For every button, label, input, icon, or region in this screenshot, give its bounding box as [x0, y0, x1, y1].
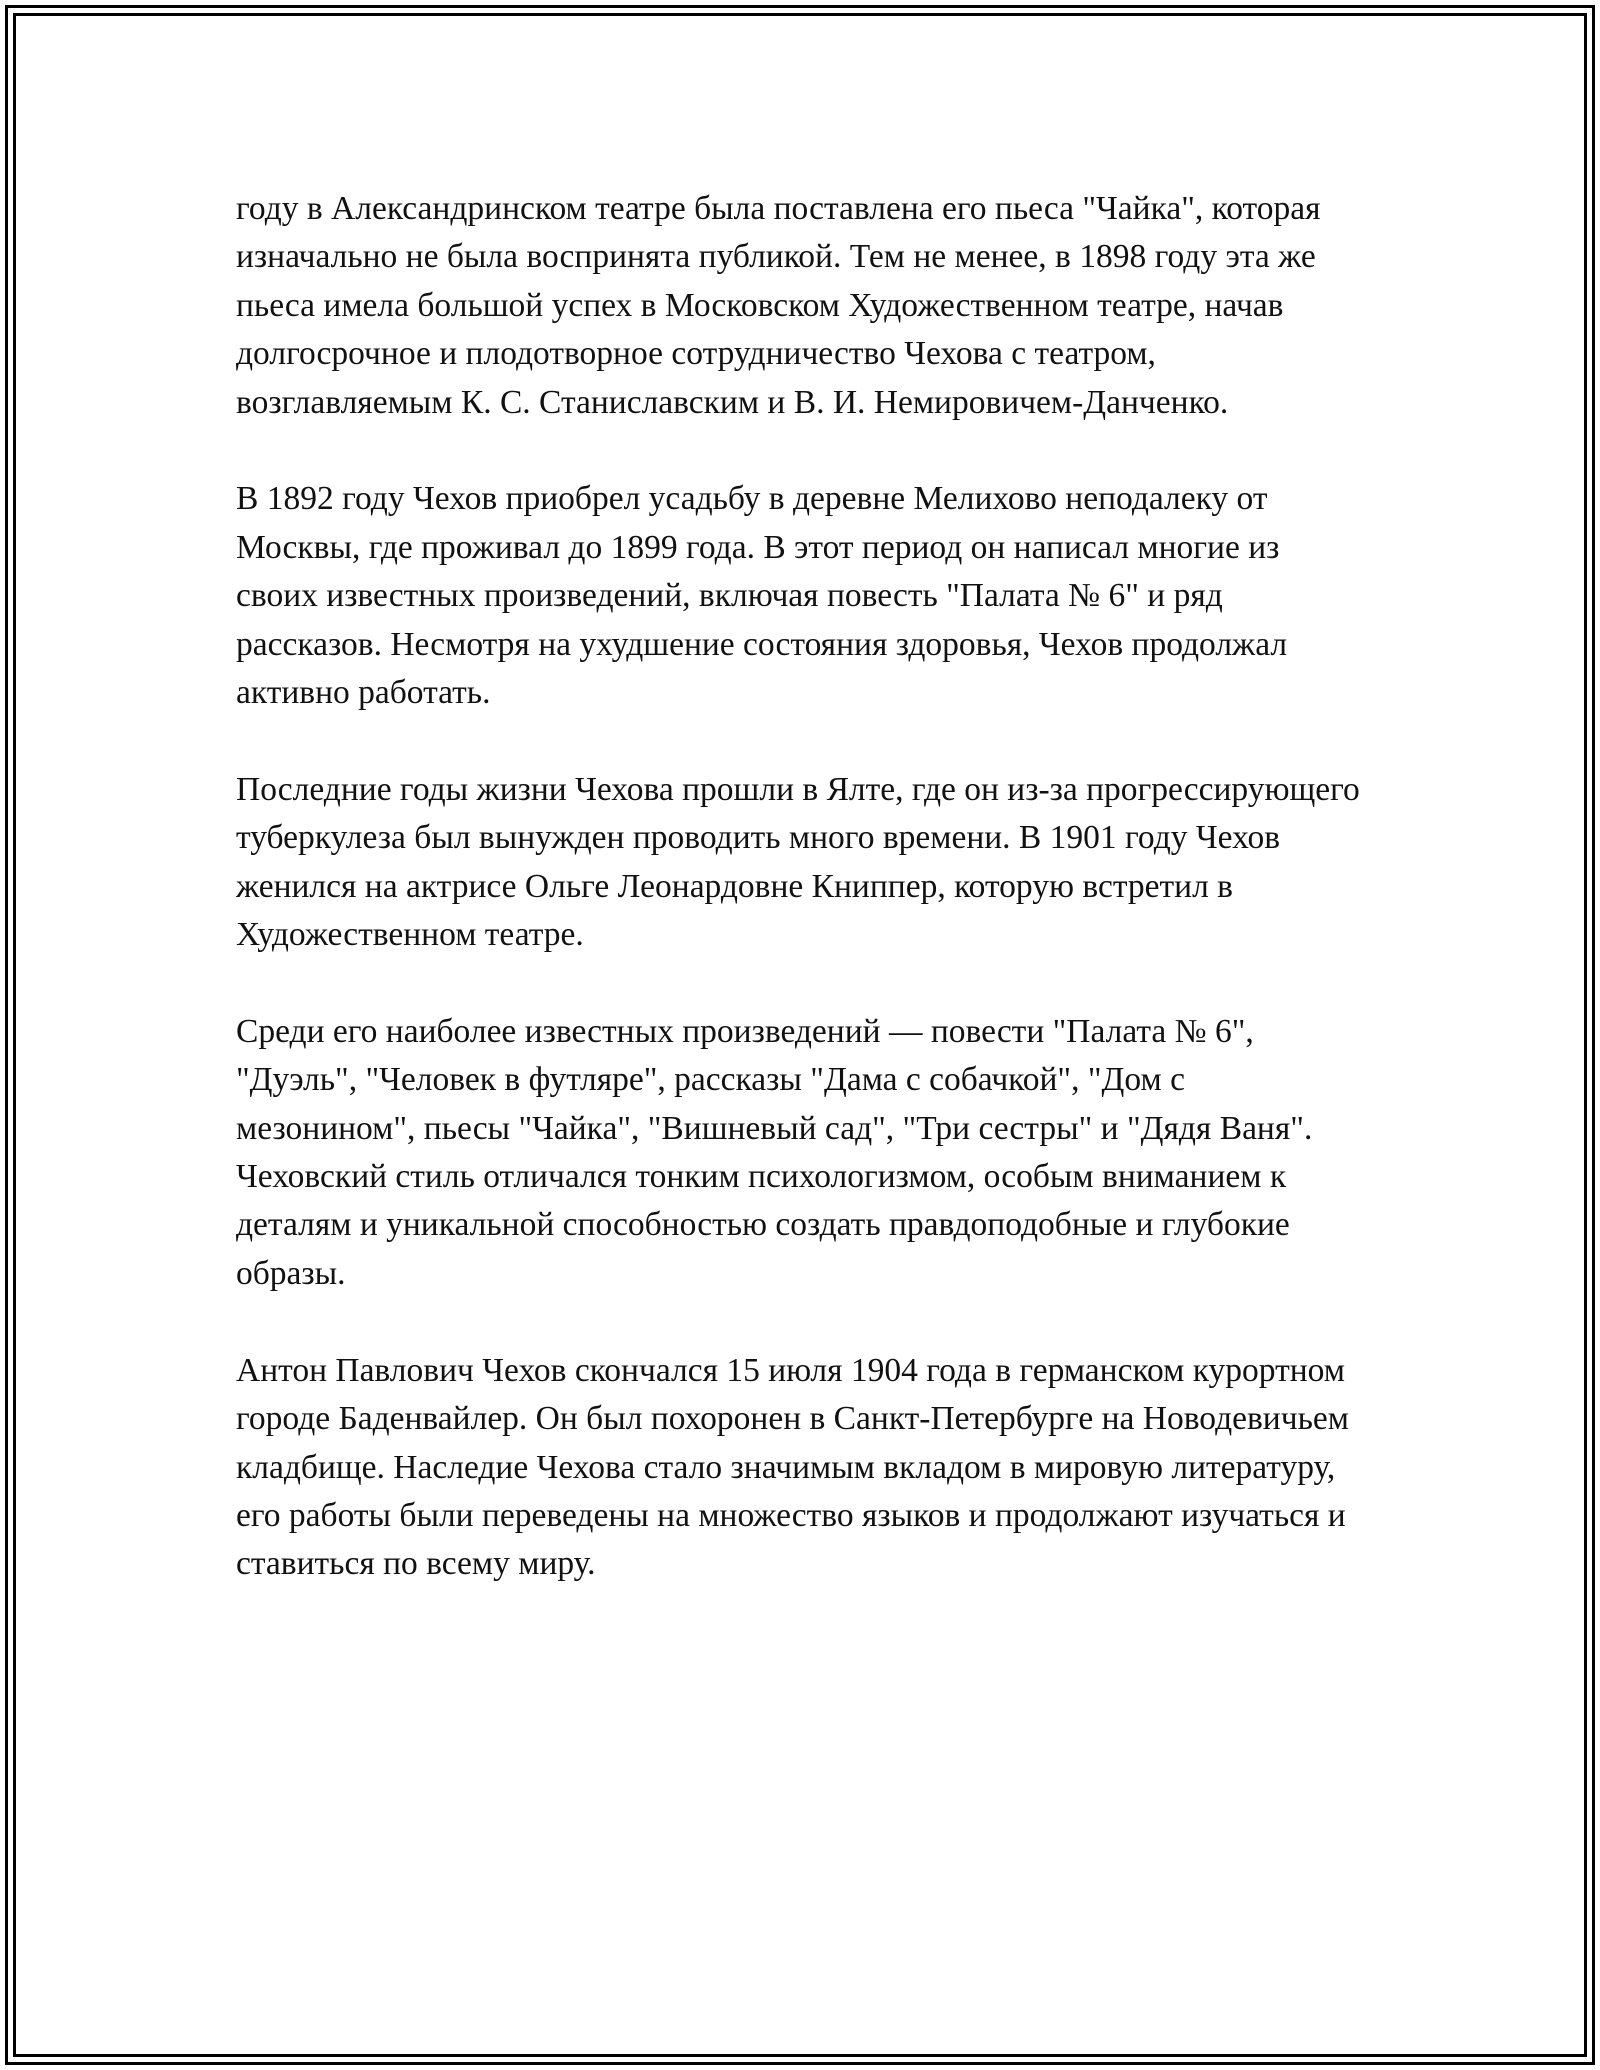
paragraph-3: Последние годы жизни Чехова прошли в Ялте, где он из-за прогрессирующего туберкулеза был вынужден проводить много времени. В 1901 году Чехов женился на актрисе Ольге Леонардовне Книппер, которую встретил в Художественном театре.	[236, 770, 1360, 954]
paragraph-1: году в Александринском театре была поставлена его пьеса "Чайка", которая изначально не была воспринята публикой. Тем не менее, в 1898 году эта же пьеса имела большой успех в Московском Художественном театре, начав долгосрочное и плодотворное сотрудничество Чехова с театром, возглавляемым К. С. Станиславским и В. И. Немировичем-Данченко.	[236, 190, 1321, 421]
document-body	[236, 185, 1366, 1637]
paragraph-2: В 1892 году Чехов приобрел усадьбу в деревне Мелихово неподалеку от Москвы, где проживал до 1899 года. В этот период он написал многие из своих известных произведений, включая повесть "Палата № 6" и ряд рассказов. Несмотря на ухудшение состояния здоровья, Чехов продолжал активно работать.	[236, 480, 1288, 712]
paragraph-4: Среди его наиболее известных произведений — повести "Палата № 6", "Дуэль", "Человек в футляре", рассказы "Дама с собачкой", "Дом с мезонином", пьесы "Чайка", "Вишневый сад", "Три сестры" и "Дядя Ваня". Чеховский стиль отличался тонким психологизмом, особым вниманием к деталям и уникальной способностью создать правдоподобные и глубокие образы.	[236, 1012, 1313, 1292]
paragraph-5: Антон Павлович Чехов скончался 15 июля 1904 года в германском курортном городе Баденвайлер. Он был похоронен в Санкт-Петербурге на Новодевичьем кладбище. Наследие Чехова стало значимым вкладом в мировую литературу, его работы были переведены на множество языков и продолжают изучаться и ставиться по всему миру.	[236, 1351, 1349, 1583]
